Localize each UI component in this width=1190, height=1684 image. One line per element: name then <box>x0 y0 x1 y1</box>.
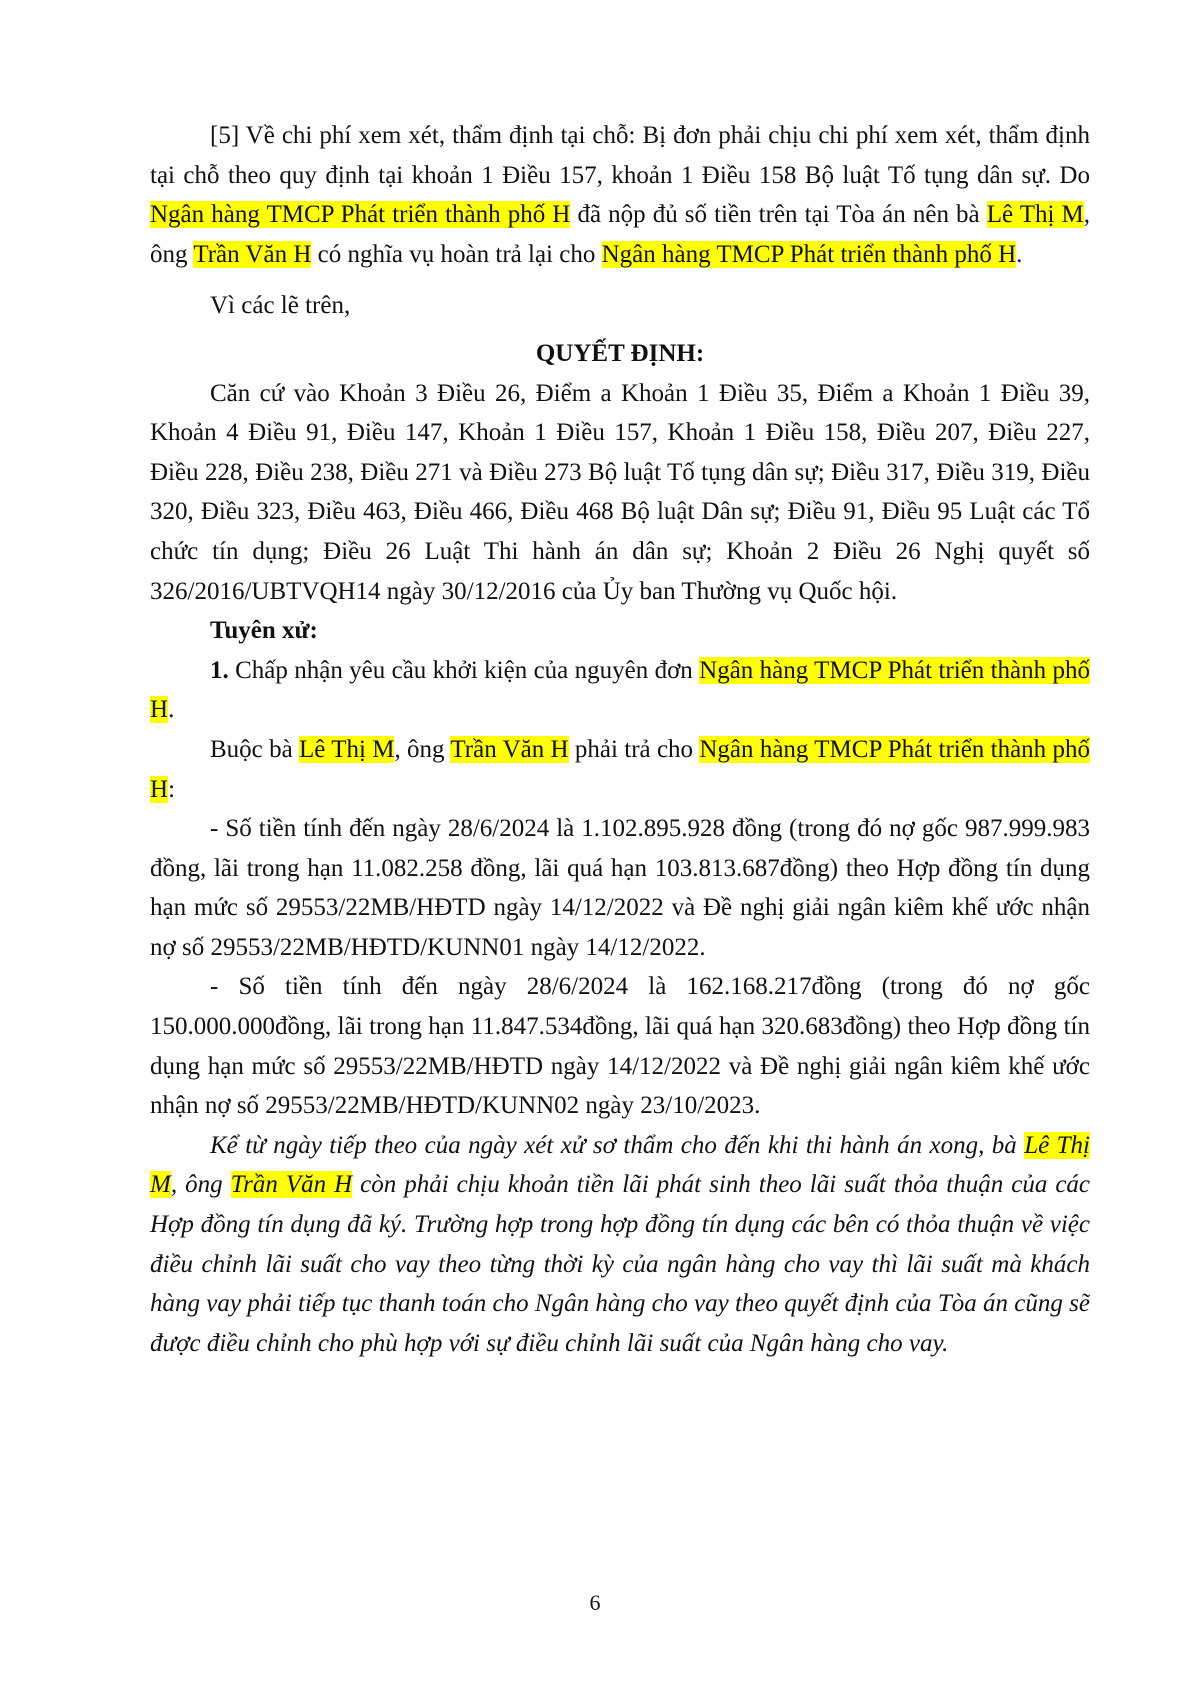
page-number: 6 <box>589 1590 601 1615</box>
text-run: Chấp nhận yêu cầu khởi kiện của nguyên đơn <box>228 656 700 684</box>
highlighted-bank-name: Ngân hàng TMCP Phát triển thành phố H <box>150 656 1090 724</box>
highlighted-defendant-name: Trần Văn H <box>230 1171 353 1199</box>
text-run: , ông <box>150 201 1090 268</box>
bullet-loan-kunn02: - Số tiền tính đến ngày 28/6/2024 là 162.168.217đồng (trong đó nợ gốc 150.000.000đồng, lãi trong hạn 11.847.534đồng, lãi quá hạn 320.683đồng) theo Hợp đồng tín dụng hạn mức số 29553/22MB/HĐTD ngày 14/12/2022 và Đề nghị giải ngân kiêm khế ước nhận nợ số 29553/22MB/HĐTD/KUNN02 ngày 23/10/2023. <box>150 973 1090 1120</box>
paragraph-legal-basis: Căn cứ vào Khoản 3 Điều 26, Điểm a Khoản 1 Điều 35, Điểm a Khoản 1 Điều 39, Khoản 4 Điều 91, Điều 147, Khoản 1 Điều 157, Khoản 1 Điều 158, Điều 207, Điều 227, Điều 228, Điều 238, Điều 271 và Điều 273 Bộ luật Tố tụng dân sự; Điều 317, Điều 319, Điều 320, Điều 323, Điều 463, Điều 466, Điều 468 Bộ luật Dân sự; Điều 91, Điều 95 Luật các Tổ chức tín dụng; Điều 26 Luật Thi hành án dân sự; Khoản 2 Điều 26 Nghị quyết số 326/2016/UBTVQH14 ngày 30/12/2016 của Ủy ban Thường vụ Quốc hội. <box>150 379 1090 605</box>
highlighted-defendant-name: Trần Văn H <box>450 735 569 763</box>
highlighted-bank-name: Ngân hàng TMCP Phát triển thành phố H <box>150 201 571 229</box>
highlighted-bank-name: Ngân hàng TMCP Phát triển thành phố H <box>601 240 1017 268</box>
paragraph-site-inspection-costs <box>150 116 1090 274</box>
highlighted-defendant-name: Trần Văn H <box>193 240 312 268</box>
text-run: . <box>168 696 175 724</box>
verdict-label: Tuyên xử: <box>210 617 318 645</box>
text-run: , ông <box>394 735 451 763</box>
document-body <box>150 116 1090 1363</box>
text-run: , ông <box>170 1171 231 1199</box>
text-run: [5] Về chi phí xem xét, thẩm định tại chỗ: Bị đơn phải chịu chi phí xem xét, thẩm định tại chỗ theo quy định tại khoản 1 Điều 157, khoản 1 Điều 158 Bộ luật Tố tụng dân sự. Do <box>150 122 1090 189</box>
item-number: 1. <box>210 656 229 684</box>
text-run: còn phải chịu khoản tiền lãi phát sinh theo lãi suất thỏa thuận của các Hợp đồng tín dụng đã ký. Trường hợp trong hợp đồng tín dụng các bên có thỏa thuận về việc điều chỉnh lãi suất cho vay theo từng thời kỳ của ngân hàng cho vay thì lãi suất mà khách hàng vay phải tiếp tục thanh toán cho Ngân hàng cho vay theo quyết định của Tòa án cũng sẽ được điều chỉnh cho phù hợp với sự điều chỉnh lãi suất của Ngân hàng cho vay. <box>150 1171 1091 1357</box>
highlighted-defendant-name: Lê Thị M <box>299 735 395 763</box>
text-run: phải trả cho <box>568 735 700 763</box>
bullet-loan-kunn01: - Số tiền tính đến ngày 28/6/2024 là 1.102.895.928 đồng (trong đó nợ gốc 987.999.983 đồng, lãi trong hạn 11.082.258 đồng, lãi quá hạn 103.813.687đồng) theo Hợp đồng tín dụng hạn mức số 29553/22MB/HĐTD ngày 14/12/2022 và Đề nghị giải ngân kiêm khế ước nhận nợ số 29553/22MB/HĐTD/KUNN01 ngày 14/12/2022. <box>150 815 1090 961</box>
verdict-item-1 <box>150 651 1090 730</box>
verdict-payment-order <box>150 730 1090 809</box>
paragraph-reasons: Vì các lẽ trên, <box>210 292 351 320</box>
highlighted-defendant-name: Lê Thị M <box>150 1131 1090 1199</box>
text-run: Buộc bà <box>210 735 299 763</box>
decision-title: QUYẾT ĐỊNH: <box>535 339 705 367</box>
text-run: . <box>1016 240 1023 268</box>
paragraph-interest-clause <box>150 1126 1090 1364</box>
highlighted-defendant-name: Lê Thị M <box>986 201 1084 229</box>
text-run: có nghĩa vụ hoàn trả lại cho <box>311 240 602 268</box>
text-run: : <box>168 775 176 803</box>
text-run: Kể từ ngày tiếp theo của ngày xét xử sơ thẩm cho đến khi thi hành án xong, bà <box>210 1131 1025 1159</box>
text-run: đã nộp đủ số tiền trên tại Tòa án nên bà <box>570 201 987 229</box>
highlighted-bank-name: Ngân hàng TMCP Phát triển thành phố H <box>150 735 1090 803</box>
